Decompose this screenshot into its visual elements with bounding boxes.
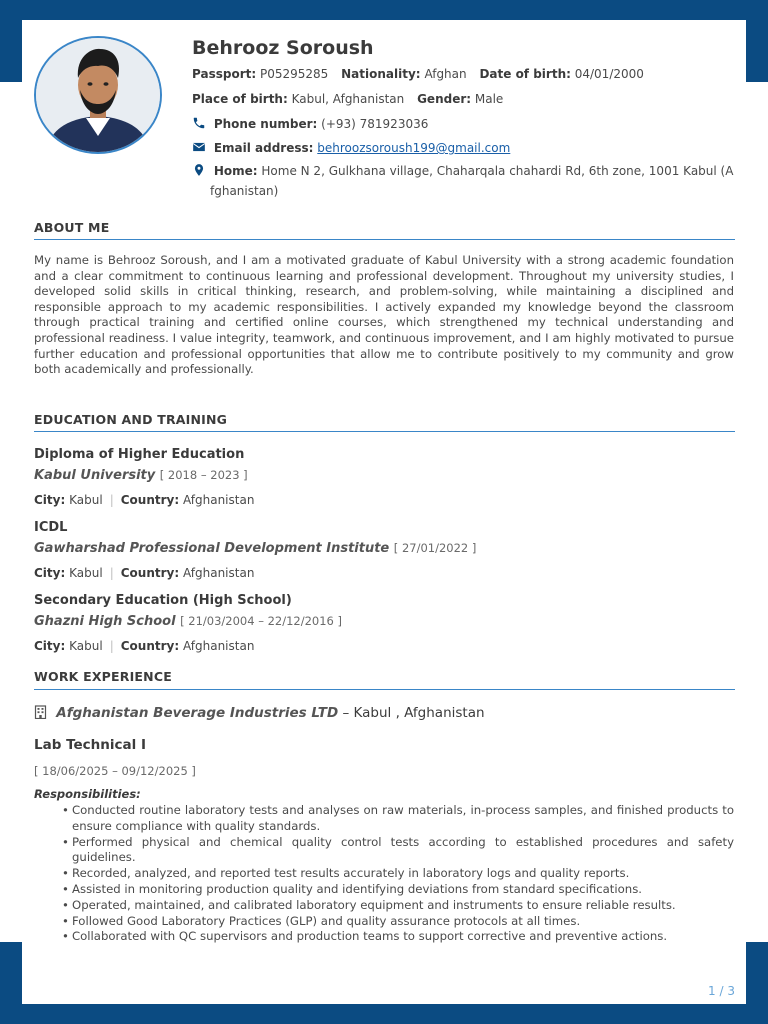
personal-info-line-1 bbox=[192, 67, 644, 81]
city-value: Kabul bbox=[69, 493, 103, 507]
education-item-location bbox=[34, 639, 254, 653]
education-item-title: ICDL bbox=[34, 520, 68, 535]
passport-label: Passport: bbox=[192, 67, 257, 81]
institution-name: Kabul University bbox=[34, 468, 156, 483]
country-label: Country: bbox=[120, 639, 180, 653]
education-item-title: Diploma of Higher Education bbox=[34, 447, 245, 462]
responsibility-item: • Conducted routine laboratory tests and analyses on raw materials, in-process samples, and finished products to ensure compliance with quality standards. bbox=[62, 803, 734, 835]
phone-label: Phone number: bbox=[213, 117, 318, 131]
responsibility-item: • Operated, maintained, and calibrated laboratory equipment and instruments to ensure reliable results. bbox=[62, 898, 734, 914]
bottom-frame-bar bbox=[0, 1004, 768, 1024]
institution-name: Gawharshad Professional Development Institute bbox=[34, 541, 390, 556]
dob-label: Date of birth: bbox=[479, 67, 571, 81]
responsibility-item: • Followed Good Laboratory Practices (GLP) and quality assurance protocols at all times. bbox=[62, 914, 734, 930]
responsibility-item: • Recorded, analyzed, and reported test results accurately in laboratory logs and quality reports. bbox=[62, 866, 734, 882]
phone-line bbox=[192, 116, 428, 131]
education-item-institution bbox=[34, 541, 476, 556]
passport-value: P05295285 bbox=[259, 67, 329, 81]
employer-name: Afghanistan Beverage Industries LTD bbox=[56, 705, 339, 721]
gender-value: Male bbox=[474, 92, 504, 106]
page-number: 1 / 3 bbox=[708, 984, 735, 998]
responsibility-item: • Collaborated with QC supervisors and production teams to support corrective and preventive actions. bbox=[62, 929, 734, 945]
separator: | bbox=[109, 566, 114, 580]
education-item-institution bbox=[34, 614, 342, 629]
candidate-name: Behrooz Soroush bbox=[192, 37, 374, 59]
dob-value: 04/01/2000 bbox=[574, 67, 644, 81]
profile-photo bbox=[34, 36, 162, 154]
country-label: Country: bbox=[120, 493, 180, 507]
education-item-institution bbox=[34, 468, 248, 483]
email-label: Email address: bbox=[213, 141, 314, 155]
job-title: Lab Technical I bbox=[34, 737, 146, 753]
education-divider bbox=[34, 431, 735, 432]
education-dates: [ 2018 – 2023 ] bbox=[159, 468, 248, 482]
employer-line bbox=[34, 705, 485, 721]
responsibilities-list bbox=[62, 803, 734, 945]
employer-location: – Kabul , Afghanistan bbox=[342, 705, 485, 721]
country-value: Afghanistan bbox=[182, 639, 255, 653]
home-address-continued: fghanistan) bbox=[210, 184, 279, 198]
separator: | bbox=[109, 493, 114, 507]
responsibility-item: • Performed physical and chemical quality control tests according to established procedures and safety guidelines. bbox=[62, 835, 734, 867]
city-label: City: bbox=[34, 566, 66, 580]
education-section-title: EDUCATION AND TRAINING bbox=[34, 412, 228, 427]
education-item-title: Secondary Education (High School) bbox=[34, 593, 292, 608]
work-section-title: WORK EXPERIENCE bbox=[34, 669, 172, 684]
city-value: Kabul bbox=[69, 566, 103, 580]
responsibility-item: • Assisted in monitoring production quality and identifying deviations from standard specifications. bbox=[62, 882, 734, 898]
gender-label: Gender: bbox=[417, 92, 472, 106]
home-label: Home: bbox=[213, 164, 258, 178]
city-label: City: bbox=[34, 639, 66, 653]
right-bottom-frame-bar bbox=[746, 942, 768, 1024]
education-dates: [ 21/03/2004 – 22/12/2016 ] bbox=[180, 614, 343, 628]
job-dates: [ 18/06/2025 – 09/12/2025 ] bbox=[34, 764, 196, 778]
institution-name: Ghazni High School bbox=[34, 614, 176, 629]
email-icon bbox=[192, 140, 206, 154]
country-value: Afghanistan bbox=[182, 493, 255, 507]
city-label: City: bbox=[34, 493, 66, 507]
email-link[interactable]: behroozsoroush199@gmail.com bbox=[317, 141, 511, 155]
responsibilities-label: Responsibilities: bbox=[34, 787, 141, 801]
about-text: My name is Behrooz Soroush, and I am a motivated graduate of Kabul University with a strong academic foundation and a clear commitment to continuous learning and professional development. Throughout my university studies, I developed solid skills in critical thinking, research, and problem-solving, while maintaining a disciplined and responsible approach to my academic responsibilities. I actively expanded my knowledge beyond the classroom through practical training and certified online courses, which strengthened my technical understanding and professional readiness. I value integrity, teamwork, and continuous improvement, and I am highly motivated to pursue further education and professional opportunities that allow me to contribute positively to my community and grow both academically and professionally. bbox=[34, 253, 734, 377]
country-label: Country: bbox=[120, 566, 180, 580]
city-value: Kabul bbox=[69, 639, 103, 653]
pob-label: Place of birth: bbox=[192, 92, 288, 106]
personal-info-line-2 bbox=[192, 92, 503, 106]
education-item-location bbox=[34, 493, 254, 507]
location-pin-icon bbox=[192, 163, 206, 177]
separator: | bbox=[109, 639, 114, 653]
work-divider bbox=[34, 689, 735, 690]
about-divider bbox=[34, 239, 735, 240]
building-icon bbox=[34, 705, 48, 719]
education-item-location bbox=[34, 566, 254, 580]
right-top-frame-bar bbox=[746, 0, 768, 82]
pob-value: Kabul, Afghanistan bbox=[291, 92, 405, 106]
home-address: Home N 2, Gulkhana village, Chaharqala chahardi Rd, 6th zone, 1001 Kabul (A bbox=[261, 164, 734, 178]
email-line bbox=[192, 140, 510, 155]
left-top-frame-bar bbox=[0, 0, 22, 82]
nationality-value: Afghan bbox=[424, 67, 467, 81]
left-bottom-frame-bar bbox=[0, 942, 22, 1024]
top-frame-bar bbox=[0, 0, 768, 20]
phone-icon bbox=[192, 116, 206, 130]
about-section-title: ABOUT ME bbox=[34, 220, 110, 235]
home-line bbox=[192, 163, 733, 178]
nationality-label: Nationality: bbox=[341, 67, 421, 81]
phone-value[interactable]: (+93) 781923036 bbox=[321, 117, 429, 131]
education-dates: [ 27/01/2022 ] bbox=[393, 541, 477, 555]
country-value: Afghanistan bbox=[182, 566, 255, 580]
